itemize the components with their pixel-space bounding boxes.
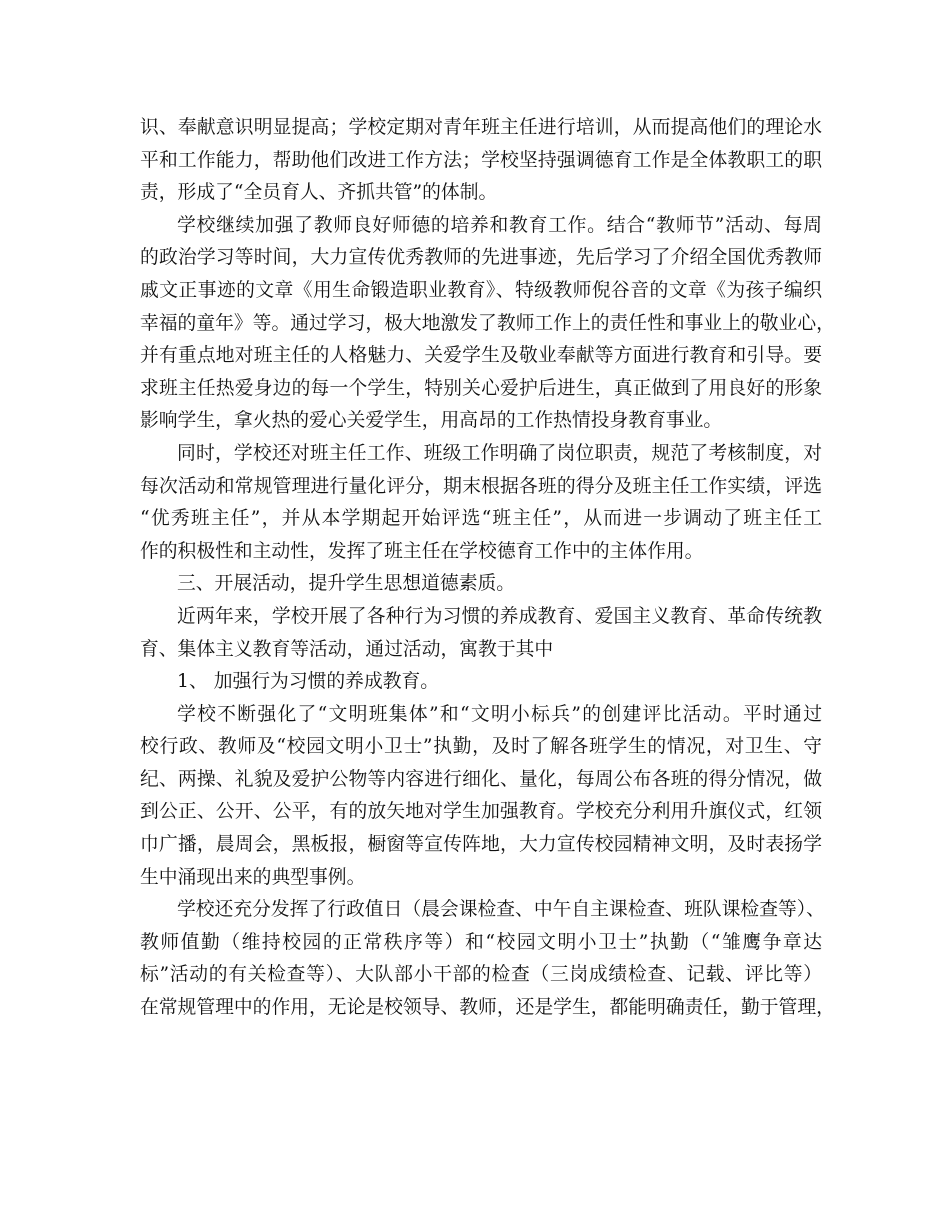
text-line: 教师值勤（维持校园的正常秩序等）和“校园文明小卫士”执勤（“雏鹰争章达: [140, 931, 822, 953]
text-line: 育、集体主义教育等活动，通过活动，寓教于其中: [140, 638, 554, 660]
text-line: 校行政、教师及“校园文明小卫士”执勤，及时了解各班学生的情况，对卫生、守: [140, 736, 822, 758]
paragraph-first-line: 学校不断强化了“文明班集体”和“文明小标兵”的创建评比活动。平时通过: [177, 703, 822, 725]
numbered-heading: 1、 加强行为习惯的养成教育。: [177, 671, 440, 693]
paragraph-first-line: 学校还充分发挥了行政值日（晨会课检查、中午自主课检查、班队课检查等）、: [177, 899, 825, 921]
text-line: 的政治学习等时间，大力宣传优秀教师的先进事迹，先后学习了介绍全国优秀教师: [140, 247, 822, 269]
text-line: 标”活动的有关检查等）、大队部小干部的检查（三岗成绩检查、记载、评比等）: [140, 964, 822, 986]
text-line: “优秀班主任”，并从本学期起开始评选“班主任”，从而进一步调动了班主任工: [140, 508, 822, 530]
text-line: 平和工作能力，帮助他们改进工作方法；学校坚持强调德育工作是全体教职工的职: [140, 149, 822, 171]
paragraph-first-line: 同时，学校还对班主任工作、班级工作明确了岗位职责，规范了考核制度，对: [177, 442, 822, 464]
text-line: 在常规管理中的作用，无论是校领导、教师，还是学生，都能明确责任，勤于管理，: [140, 997, 835, 1019]
text-line: 影响学生，拿火热的爱心关爱学生，用高昂的工作热情投身教育事业。: [140, 410, 723, 432]
text-line: 幸福的童年》等。通过学习，极大地激发了教师工作上的责任性和事业上的敬业心，: [140, 312, 835, 334]
text-line: 到公正、公开、公平，有的放矢地对学生加强教育。学校充分利用升旗仪式，红领: [140, 801, 822, 823]
text-line: 作的积极性和主动性，发挥了班主任在学校德育工作中的主体作用。: [140, 540, 704, 562]
document-body: [140, 112, 835, 1025]
text-line: 巾广播，晨周会，黑板报，橱窗等宣传阵地，大力宣传校园精神文明，及时表扬学: [140, 834, 822, 856]
text-line: 识、奉献意识明显提高；学校定期对青年班主任进行培训，从而提高他们的理论水: [140, 117, 822, 138]
paragraph-first-line: 近两年来，学校开展了各种行为习惯的养成教育、爱国主义教育、革命传统教: [177, 605, 822, 627]
text-line: 纪、两操、礼貌及爱护公物等内容进行细化、量化，每周公布各班的得分情况，做: [140, 768, 822, 790]
text-line: 生中涌现出来的典型事例。: [140, 866, 366, 888]
text-line: 戚文正事迹的文章《用生命锻造职业教育》、特级教师倪谷音的文章《为孩子编织: [140, 279, 822, 301]
paragraph-first-line: 学校继续加强了教师良好师德的培养和教育工作。结合“教师节”活动、每周: [177, 214, 822, 236]
text-line: 并有重点地对班主任的人格魅力、关爱学生及敬业奉献等方面进行教育和引导。要: [140, 345, 822, 367]
text-line: 责，形成了“全员育人、齐抓共管”的体制。: [140, 182, 498, 204]
section-heading: 三、开展活动，提升学生思想道德素质。: [177, 573, 516, 595]
text-line: 求班主任热爱身边的每一个学生，特别关心爱护后进生，真正做到了用良好的形象: [140, 377, 822, 399]
text-line: 每次活动和常规管理进行量化评分，期末根据各班的得分及班主任工作实绩，评选: [140, 475, 822, 497]
